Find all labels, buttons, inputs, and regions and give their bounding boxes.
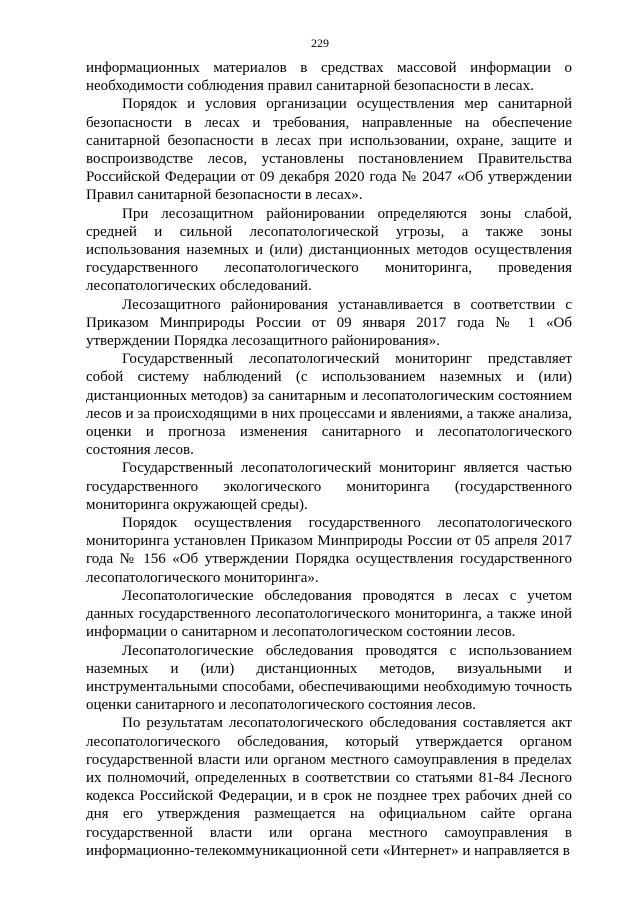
paragraph: При лесозащитном районировании определяются зоны слабой, средней и сильной лесопатологической угрозы, а также зоны использования наземных и (или) дистанционных методов осуществления государственного лесопатологического мониторинга, проведения лесопатологических обследований. xyxy=(86,205,572,295)
paragraph: Порядок осуществления государственного лесопатологического мониторинга установлен Приказом Минприроды России от 05 апреля 2017 года № 156 «Об утверждении Порядка осуществления государственного лесопатологического мониторинга». xyxy=(86,515,572,586)
paragraph: Государственный лесопатологический мониторинг является частью государственного экологического мониторинга (государственного мониторинга окружающей среды). xyxy=(86,460,572,513)
paragraph: Порядок и условия организации осуществления мер санитарной безопасности в лесах и требования, направленные на обеспечение санитарной безопасности в лесах при использовании, охране, защите и воспроизводстве лесов, установлены постановлением Правительства Российской Федерации от 09 декабря 2020 года № 2047 «Об утверждении Правил санитарной безопасности в лесах». xyxy=(86,96,572,204)
paragraph-continuation: информационных материалов в средствах массовой информации о необходимости соблюдения правил санитарной безопасности в лесах. xyxy=(86,60,572,95)
page-number: 229 xyxy=(311,36,329,50)
paragraph: Лесозащитного районирования устанавливается в соответствии с Приказом Минприроды России от 09 января 2017 года № 1 «Об утверждении Порядка лесозащитного районирования». xyxy=(86,296,572,350)
paragraph: Лесопатологические обследования проводятся с использованием наземных и (или) дистанционных методов, визуальными и инструментальными способами, обеспечивающими необходимую точность оценки санитарного и лесопатологического состояния лесов. xyxy=(86,642,572,714)
paragraph: Лесопатологические обследования проводятся в лесах с учетом данных государственного лесопатологического мониторинга, а также иной информации о санитарном и лесопатологическом состоянии лесов. xyxy=(86,587,572,641)
document-body xyxy=(86,59,572,860)
paragraph: Государственный лесопатологический мониторинг представляет собой систему наблюдений (с использованием наземных и (или) дистанционных методов) за санитарным и лесопатологическим состоянием лесов и за происходящими в них процессами и явлениями, а также анализа, оценки и прогноза изменения санитарного и лесопатологического состояния лесов. xyxy=(86,351,572,459)
paragraph: По результатам лесопатологического обследования составляется акт лесопатологического обследования, который утверждается органом государственной власти или органом местного самоуправления в пределах их полномочий, определенных в соответствии со статьями 81-84 Лесного кодекса Российской Федерации, и в срок не позднее трех рабочих дней со дня его утверждения размещается на официальном сайте органа государственной власти или органа местного самоуправления в информационно-телекоммуникационной сети «Интернет» и направляется в xyxy=(86,715,572,859)
